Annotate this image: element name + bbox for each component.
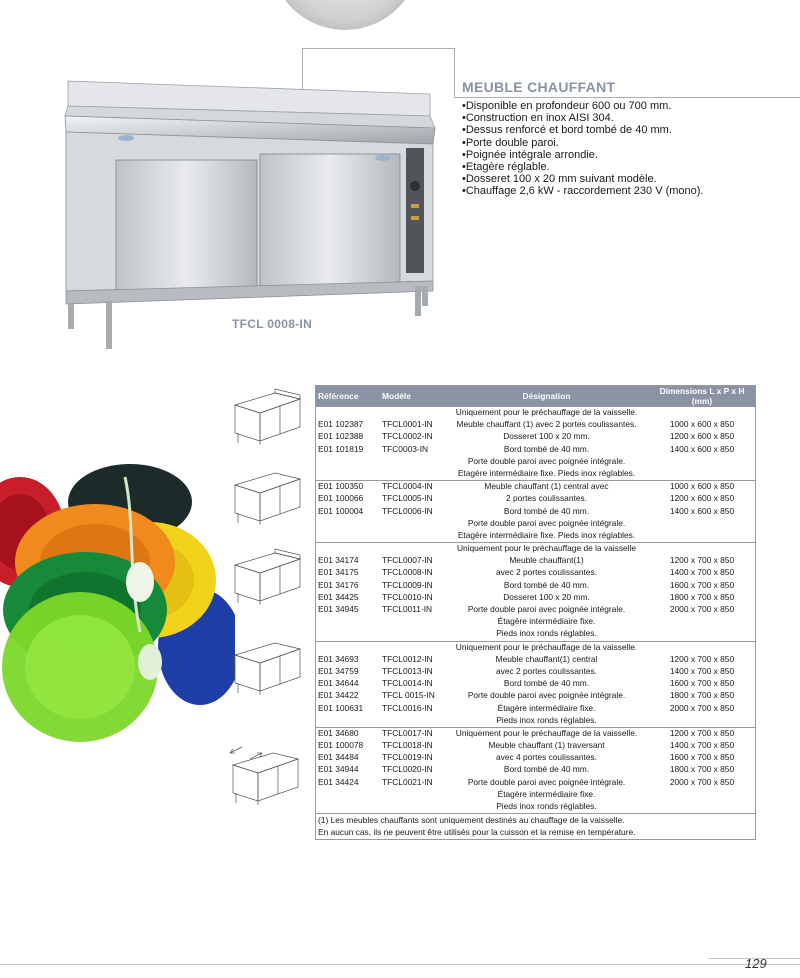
feature-item: • Dosseret 100 x 20 mm suivant modèle. [462, 173, 704, 185]
cell-designation: Pieds inox ronds réglables. [496, 714, 597, 725]
cell-model [380, 616, 444, 628]
feature-item: • Porte double paroi. [462, 137, 704, 149]
cell-designation: Étagère intermédiaire fixe. [497, 702, 596, 713]
cell-reference: E01 100350 [318, 481, 364, 492]
table-row [316, 555, 756, 567]
table-row [316, 530, 756, 543]
table-row [316, 764, 756, 776]
cell-model [380, 530, 444, 543]
cell-designation: Porte double paroi avec poignée intégrale. [467, 517, 626, 528]
cell-reference: E01 34175 [318, 567, 359, 578]
cell-designation: Etagère intermédiaire fixe. Pieds inox réglables. [457, 467, 636, 478]
cell-dimensions [649, 801, 756, 814]
cell-dimensions: 1400 x 600 x 850 [669, 505, 735, 516]
table-row [316, 592, 756, 604]
cell-dimensions: 1600 x 700 x 850 [669, 678, 735, 689]
cell-dimensions: 1000 x 600 x 850 [669, 481, 735, 492]
table-row [316, 740, 756, 752]
cell-designation: avec 2 portes coulissantes. [495, 665, 598, 676]
feature-item: • Construction en inox AISI 304. [462, 112, 704, 124]
cell-model: TFCL0001-IN [382, 419, 433, 430]
cell-designation: avec 4 portes coulissantes. [495, 752, 598, 763]
cell-dimensions: 1800 x 700 x 850 [669, 764, 735, 775]
cell-dimensions: 1800 x 700 x 850 [669, 690, 735, 701]
footnote-line: En aucun cas, ils ne peuvent être utilisés pour la cuisson et la remise en température. [318, 826, 636, 837]
cell-dimensions: 1800 x 700 x 850 [669, 591, 735, 602]
column-header: Désignation [444, 386, 649, 407]
cell-designation: Étagère intermédiaire fixe. [497, 616, 596, 627]
cell-reference [316, 407, 381, 420]
cell-model [380, 543, 444, 556]
table-row [316, 666, 756, 678]
cell-dimensions [649, 641, 756, 654]
cell-model: TFCL0009-IN [382, 579, 433, 590]
cell-model: TFCL 0015-IN [382, 690, 435, 701]
cell-dimensions: 1600 x 700 x 850 [669, 579, 735, 590]
table-row [316, 690, 756, 702]
cabinet-sketch [230, 635, 305, 695]
cell-reference: E01 34644 [318, 678, 359, 689]
cell-dimensions [649, 518, 756, 530]
cell-designation: Uniquement pour le préchauffage de la vaisselle. [455, 727, 638, 738]
cell-model [380, 407, 444, 420]
cell-reference: E01 34422 [318, 690, 359, 701]
cell-designation: Meuble chauffant (1) central avec [484, 481, 609, 492]
cell-designation: Meuble chauffant(1) [509, 555, 584, 566]
feature-list [462, 100, 704, 198]
cell-designation: Bord tombé de 40 mm. [503, 443, 590, 454]
cell-designation: Pieds inox ronds réglables. [496, 801, 597, 811]
footer-divider [0, 964, 800, 965]
cell-model: TFCL0007-IN [382, 555, 433, 566]
table-row [316, 715, 756, 728]
cell-designation: Bord tombé de 40 mm. [503, 579, 590, 590]
table-row [316, 481, 756, 494]
table-row [316, 789, 756, 801]
cell-designation: avec 2 portes coulissantes. [495, 567, 598, 578]
page-number: 129 [745, 956, 767, 971]
product-photo [60, 76, 445, 351]
cell-model: TFCL0012-IN [382, 653, 433, 664]
cell-model: TFCL0018-IN [382, 740, 433, 751]
cell-model: TFCL0019-IN [382, 752, 433, 763]
cell-dimensions: 1200 x 600 x 850 [669, 493, 735, 504]
cell-model: TFCL0013-IN [382, 665, 433, 676]
table-group [316, 407, 756, 481]
cell-model: TFCL0004-IN [382, 481, 433, 492]
cell-designation: Bord tombé de 40 mm. [503, 505, 590, 516]
cell-designation: Bord tombé de 40 mm. [503, 764, 590, 775]
cell-dimensions: 1400 x 600 x 850 [669, 443, 735, 454]
cell-dimensions [649, 407, 756, 420]
table-row [316, 580, 756, 592]
cell-designation: Meuble chauffant (1) avec 2 portes coulissantes. [456, 419, 637, 430]
feature-item: • Chauffage 2,6 kW - raccordement 230 V (mono). [462, 185, 704, 197]
cell-model [380, 715, 444, 728]
footnote [316, 814, 756, 840]
cell-designation: Porte double paroi avec poignée intégrale. [467, 776, 626, 787]
cell-reference: E01 100004 [318, 505, 364, 516]
table-row [316, 431, 756, 443]
cell-designation: Meuble chauffant(1) central [495, 653, 598, 664]
cell-reference: E01 34680 [318, 727, 359, 738]
cell-designation: Dosseret 100 x 20 mm. [503, 431, 590, 442]
callout-line [302, 48, 454, 49]
cell-designation: Porte double paroi avec poignée intégrale. [467, 604, 626, 614]
cell-dimensions [649, 789, 756, 801]
decorative-arc [270, 0, 420, 30]
cell-dimensions [649, 715, 756, 728]
cell-model: TFCL0020-IN [382, 764, 433, 775]
cell-designation: Meuble chauffant (1) traversant [488, 740, 605, 751]
cell-model: TFCL0006-IN [382, 505, 433, 516]
cell-model: TFCL0010-IN [382, 591, 433, 602]
cell-dimensions [649, 543, 756, 556]
table-group [316, 543, 756, 642]
cell-dimensions: 1200 x 700 x 850 [669, 653, 735, 664]
table-row [316, 518, 756, 530]
cell-designation: Uniquement pour le préchauffage de la vaisselle. [455, 641, 638, 652]
cell-model [380, 789, 444, 801]
product-reference: TFCL 0008-IN [232, 317, 313, 331]
table-row [316, 468, 756, 481]
cell-model: TFCL0017-IN [382, 727, 433, 738]
cell-reference: E01 34484 [318, 752, 359, 763]
cell-model [380, 628, 444, 641]
table-row [316, 654, 756, 666]
cell-designation: Porte double paroi avec poignée intégrale. [467, 455, 626, 466]
table-row [316, 604, 756, 616]
table-row [316, 543, 756, 556]
feature-item: • Dessus renforcé et bord tombé de 40 mm. [462, 124, 704, 136]
cell-model [380, 518, 444, 530]
table-row [316, 641, 756, 654]
cell-model [380, 456, 444, 468]
cabinet-sketch [230, 465, 305, 525]
cell-reference: E01 34424 [318, 776, 359, 787]
cell-reference: E01 100631 [318, 702, 364, 713]
cell-reference: E01 34945 [318, 604, 359, 614]
cell-dimensions: 2000 x 700 x 850 [669, 776, 735, 787]
cell-model [380, 641, 444, 654]
cell-dimensions: 2000 x 700 x 850 [669, 702, 735, 713]
cell-dimensions: 1000 x 600 x 850 [669, 419, 735, 430]
cell-reference [316, 628, 381, 641]
cell-model: TFCL0016-IN [382, 702, 433, 713]
cell-dimensions [649, 468, 756, 481]
cell-dimensions [649, 530, 756, 543]
heading-divider [454, 97, 800, 98]
cell-dimensions [649, 616, 756, 628]
table-group [316, 727, 756, 813]
cell-reference: E01 34693 [318, 653, 359, 664]
cell-reference: E01 102388 [318, 431, 364, 442]
cell-designation: Bord tombé de 40 mm. [503, 678, 590, 689]
table-row [316, 407, 756, 420]
table-row [316, 727, 756, 740]
cell-designation: Pieds inox ronds réglables. [496, 628, 597, 639]
feature-item: • Etagère réglable. [462, 161, 704, 173]
cell-reference [316, 468, 381, 481]
cell-model: TFC0003-IN [382, 443, 429, 454]
cell-reference: E01 102387 [318, 419, 364, 430]
cell-model: TFCL0005-IN [382, 493, 433, 504]
feature-item: • Poignée intégrale arrondie. [462, 149, 704, 161]
cell-dimensions [649, 456, 756, 468]
cell-reference [316, 456, 381, 468]
cell-dimensions: 2000 x 700 x 850 [669, 604, 735, 614]
cell-dimensions: 1400 x 700 x 850 [669, 665, 735, 676]
cell-reference [316, 543, 381, 556]
table-group [316, 641, 756, 727]
cell-reference: E01 34176 [318, 579, 359, 590]
cell-dimensions: 1200 x 700 x 850 [669, 555, 735, 566]
footnote-line: (1) Les meubles chauffants sont uniquement destinés au chauffage de la vaisselle. [318, 815, 625, 826]
cell-reference: E01 100066 [318, 493, 364, 504]
table-row [316, 506, 756, 518]
cell-model: TFCL0008-IN [382, 567, 433, 578]
cabinet-sketch [228, 745, 303, 805]
cell-reference: E01 34759 [318, 665, 359, 676]
table-row [316, 456, 756, 468]
cell-reference [316, 530, 381, 543]
cell-dimensions: 1200 x 700 x 850 [669, 727, 735, 738]
table-row [316, 628, 756, 641]
spec-table [315, 385, 756, 840]
product-title: MEUBLE CHAUFFANT [462, 79, 616, 95]
cell-reference [316, 518, 381, 530]
cell-designation: Etagère intermédiaire fixe. Pieds inox réglables. [457, 529, 636, 540]
footnote-row [316, 814, 756, 840]
cell-dimensions: 1200 x 600 x 850 [669, 431, 735, 442]
cell-reference [316, 789, 381, 801]
cell-model: TFCL0002-IN [382, 431, 433, 442]
cell-model: TFCL0021-IN [382, 776, 433, 787]
table-row [316, 419, 756, 431]
cell-dimensions: 1600 x 700 x 850 [669, 752, 735, 763]
cell-model: TFCL0014-IN [382, 678, 433, 689]
cell-reference: E01 34174 [318, 555, 359, 566]
cell-reference: E01 34944 [318, 764, 359, 775]
cell-reference: E01 101819 [318, 443, 364, 454]
table-row [316, 752, 756, 764]
feature-item: • Disponible en profondeur 600 ou 700 mm. [462, 100, 704, 112]
cell-model [380, 468, 444, 481]
cell-designation: Uniquement pour le préchauffage de la vaisselle. [455, 407, 638, 417]
cell-reference [316, 641, 381, 654]
callout-line [454, 48, 455, 97]
cell-designation: Dosseret 100 x 20 mm. [503, 591, 590, 602]
column-header: Référence [316, 386, 381, 407]
cell-dimensions: 1400 x 700 x 850 [669, 567, 735, 578]
table-row [316, 444, 756, 456]
table-row [316, 567, 756, 579]
cell-dimensions [649, 628, 756, 641]
table-row [316, 678, 756, 690]
table-row [316, 493, 756, 505]
table-row [316, 777, 756, 789]
cabinet-sketch [230, 545, 305, 605]
cell-dimensions: 1400 x 700 x 850 [669, 740, 735, 751]
cell-designation: Porte double paroi avec poignée intégrale. [467, 690, 626, 701]
table-row [316, 801, 756, 814]
cell-model: TFCL0011-IN [382, 604, 433, 614]
cell-reference [316, 616, 381, 628]
table-group [316, 481, 756, 543]
table-header-row [316, 386, 756, 407]
cell-reference: E01 34425 [318, 591, 359, 602]
cell-designation: 2 portes coulissantes. [505, 493, 587, 504]
table-row [316, 703, 756, 715]
cell-reference [316, 801, 381, 814]
column-header: Dimensions L x P x H (mm) [649, 386, 756, 407]
plates-photo [0, 462, 235, 747]
table-row [316, 616, 756, 628]
cabinet-sketch [230, 385, 305, 445]
cell-reference: E01 100078 [318, 740, 364, 751]
column-header: Modèle [380, 386, 444, 407]
cell-reference [316, 715, 381, 728]
cell-model [380, 801, 444, 814]
cell-designation: Uniquement pour le préchauffage de la vaisselle [456, 543, 637, 554]
cell-designation: Étagère intermédiaire fixe. [497, 788, 596, 799]
